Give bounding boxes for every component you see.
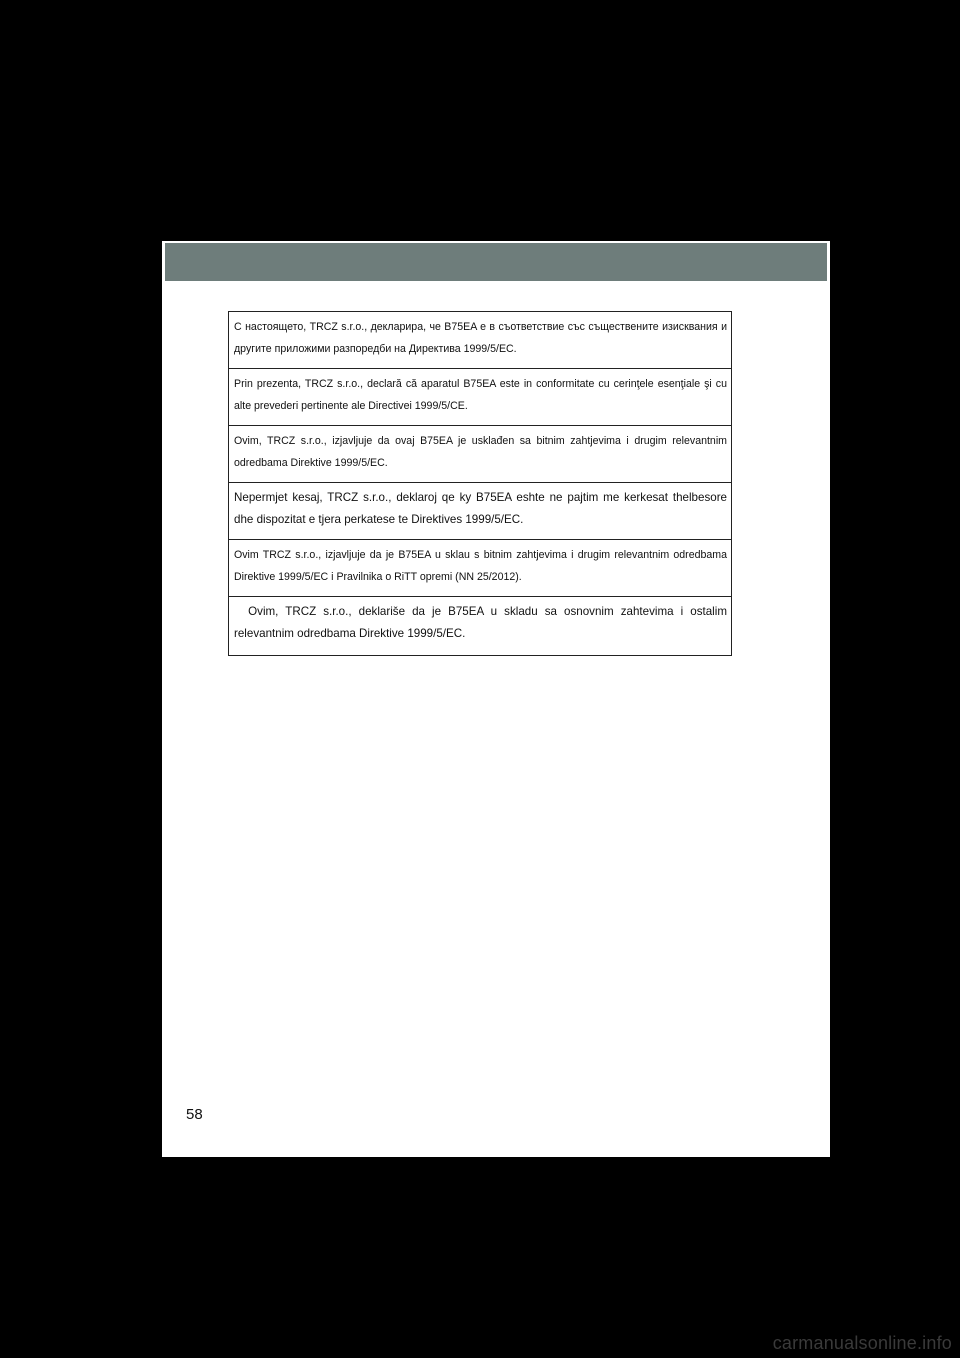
declaration-croatian: Ovim TRCZ s.r.o., izjavljuje da je B75EA u sklau s bitnim zahtjevima i drugim relevantnim odredbama Direktive 1999/5/EC i Pravilnika o RiTT opremi (NN 25/2012).	[229, 540, 731, 597]
page-number: 58	[186, 1106, 203, 1123]
manual-page	[162, 241, 830, 1157]
watermark: carmanualsonline.info	[772, 1333, 952, 1353]
declaration-serbian: Ovim, TRCZ s.r.o., deklariše da je B75EA u skladu sa osnovnim zahtevima i ostalim relevantnim odredbama Direktive 1999/5/EC.	[234, 605, 731, 640]
declaration-bulgarian: С настоящето, TRCZ s.r.o., декларира, че B75EA е в съответствие със съществените изисквания и другите приложими разпоредби на Директива 1999/5/EC.	[229, 312, 731, 369]
declaration-bosnian: Ovim, TRCZ s.r.o., izjavljuje da ovaj B75EA je usklađen sa bitnim zahtjevima i drugim relevantnim odredbama Direktive 1999/5/EC.	[229, 426, 731, 483]
declarations-table	[228, 311, 732, 656]
declaration-albanian: Nepermjet kesaj, TRCZ s.r.o., deklaroj qe ky B75EA eshte ne pajtim me kerkesat thelbesore dhe dispozitat e tjera perkatese te Direktives 1999/5/EC.	[229, 483, 731, 540]
declaration-romanian: Prin prezenta, TRCZ s.r.o., declară că aparatul B75EA este in conformitate cu cerinţele esenţiale şi cu alte prevederi pertinente ale Directivei 1999/5/CE.	[229, 369, 731, 426]
header-bar	[165, 243, 827, 281]
